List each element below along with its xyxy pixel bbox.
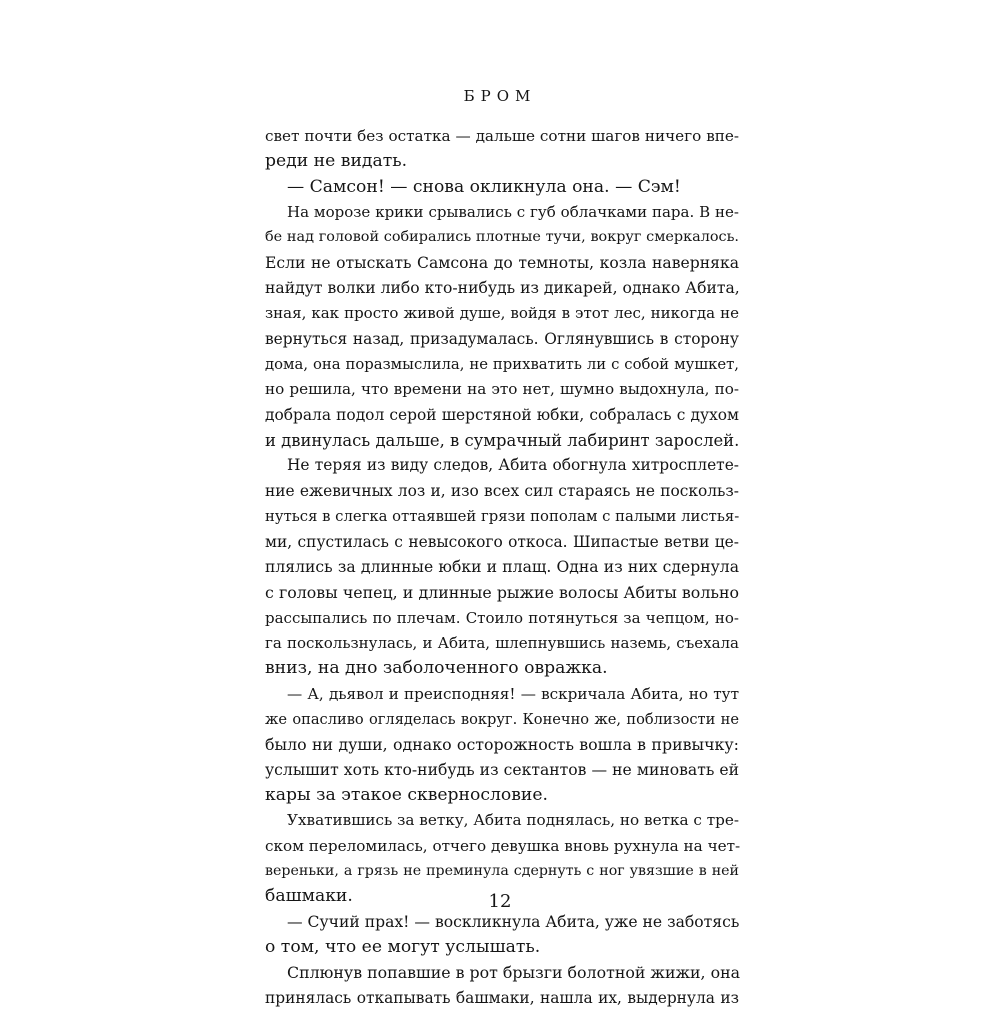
text-line: — А, дьявол и преисподняя! — вскричала Абита, но тут xyxy=(287,684,739,703)
text-line: бе над головой собирались плотные тучи, вокруг смеркалось. xyxy=(265,229,739,246)
text-line: вереньки, а грязь не преминула сдернуть с ног увязшие в ней xyxy=(265,862,739,879)
text-line: — Самсон! — снова окликнула она. — Сэм! xyxy=(287,176,681,197)
running-head: БРОМ xyxy=(463,87,537,105)
text-line: вниз, на дно заболоченного овражка. xyxy=(265,658,608,679)
text-line: кары за этакое сквернословие. xyxy=(265,784,549,805)
text-line: Ухватившись за ветку, Абита поднялась, но ветка с тре- xyxy=(287,811,739,830)
text-line: найдут волки либо кто-нибудь из дикарей, однако Абита, xyxy=(265,279,740,298)
text-line: Сплюнув попавшие в рот брызги болотной жижи, она xyxy=(287,963,741,983)
text-line: ском переломилась, отчего девушка вновь рухнула на чет- xyxy=(265,836,741,855)
text-line: плялись за длинные юбки и плащ. Одна из них сдернула xyxy=(265,557,739,576)
text-line: Не теряя из виду следов, Абита обогнула хитросплете- xyxy=(287,456,739,475)
text-line: добрала подол серой шерстяной юбки, собралась с духом xyxy=(265,405,739,424)
page-number: 12 xyxy=(488,891,512,912)
text-line: зная, как просто живой душе, войдя в этот лес, никогда не xyxy=(265,304,739,323)
text-line: но решила, что времени на это нет, шумно выдохнула, по- xyxy=(265,380,739,399)
text-line: о том, что ее могут услышать. xyxy=(265,937,541,957)
text-line: ми, спустилась с невысокого откоса. Шипастые ветви це- xyxy=(265,532,739,551)
text-line: Если не отыскать Самсона до темноты, козла наверняка xyxy=(265,253,739,272)
text-line: нуться в слегка оттаявшей грязи пополам с палыми листья- xyxy=(265,508,740,526)
text-line: и двинулась дальше, в сумрачный лабиринт зарослей. xyxy=(265,431,740,451)
text-line: с головы чепец, и длинные рыжие волосы Абиты вольно xyxy=(265,583,739,603)
text-line: вернуться назад, призадумалась. Оглянувшись в сторону xyxy=(265,329,739,348)
text-line: реди не видать. xyxy=(265,151,408,172)
text-line: услышит хоть кто-нибудь из сектантов — не миновать ей xyxy=(265,760,739,779)
text-line: башмаки. xyxy=(265,886,353,907)
text-line: принялась откапывать башмаки, нашла их, выдернула из xyxy=(265,988,739,1007)
text-line: дома, она поразмыслила, не прихватить ли с собой мушкет, xyxy=(265,356,739,374)
text-line: — Сучий прах! — воскликнула Абита, уже не заботясь xyxy=(287,912,740,931)
text-line: же опасливо огляделась вокруг. Конечно же, поблизости не xyxy=(265,710,739,728)
body-text xyxy=(265,124,739,1011)
text-line: га поскользнулась, и Абита, шлепнувшись наземь, съехала xyxy=(265,633,739,652)
text-line: ние ежевичных лоз и, изо всех сил стараясь не поскольз- xyxy=(265,481,739,500)
text-line: рассыпались по плечам. Стоило потянуться за чепцом, но- xyxy=(265,608,739,627)
text-line: На морозе крики срывались с губ облачками пара. В не- xyxy=(287,203,739,222)
text-line: было ни души, однако осторожность вошла в привычку: xyxy=(265,735,739,755)
text-line: свет почти без остатка — дальше сотни шагов ничего впе- xyxy=(265,127,739,145)
